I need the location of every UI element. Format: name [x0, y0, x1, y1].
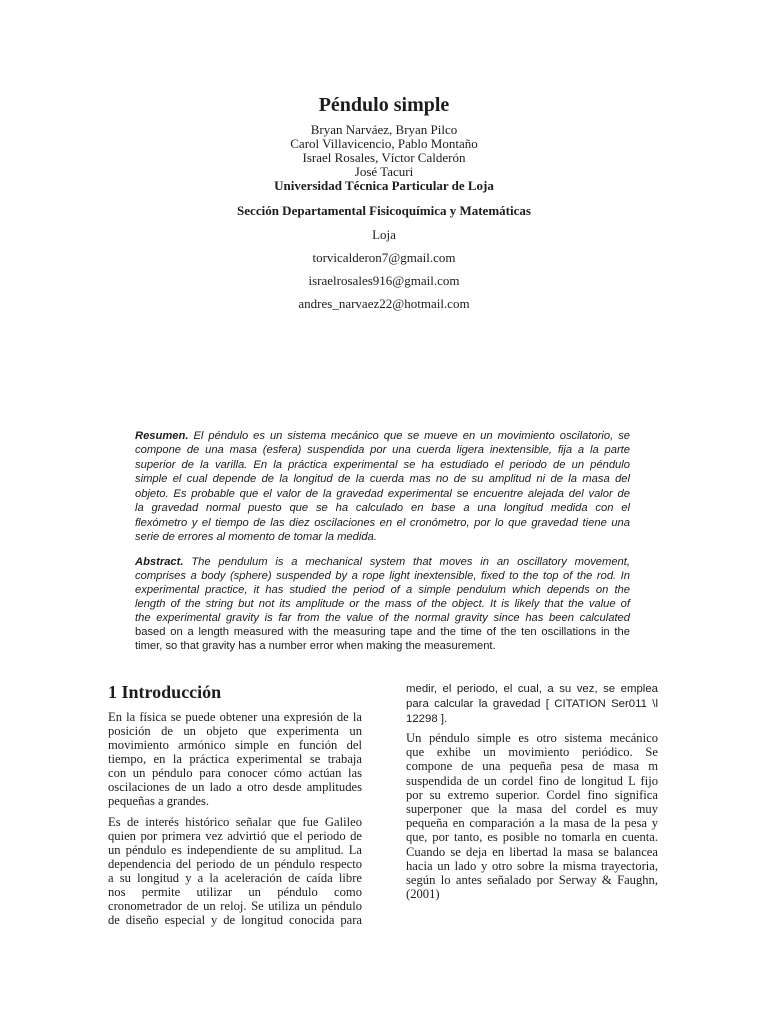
abstract-line: experimental practice, it has studied the period of a simple pendulum which depends on the: [135, 584, 630, 596]
paragraph-line: 12298 ].: [406, 712, 448, 725]
paragraph-line: medir, el periodo, el cual, a su vez, se emplea: [406, 682, 658, 695]
paragraph-line: un péndulo es independiente de su amplitud. La: [108, 843, 362, 857]
resumen-line: simple el cual depende de la longitud de la cuerda mas no de su amplitud ni de la masa del: [135, 473, 630, 486]
abstract-line: comprises a body (sphere) suspended by a rope light inextensible, fixed to the top of the rod. In: [135, 570, 630, 582]
resumen-section: [135, 429, 630, 545]
resumen-line: objeto. Es probable que el valor de la gravedad experimental se encuentre alejada del valor de: [135, 487, 630, 500]
paragraph-line: quien por primera vez advirtió que el periodo de: [108, 829, 362, 843]
abstract-line: [135, 555, 630, 569]
paragraph-line: que, por tanto, es posible no tomarla en cuenta.: [406, 830, 658, 845]
resumen-line: superior de la varilla. En la práctica experimental se ha estudiado el periodo de un péndulo: [135, 458, 630, 471]
intro-paragraph: [406, 731, 658, 901]
paragraph-line: con un péndulo para conocer cómo actúan las: [108, 766, 362, 780]
city: Loja: [372, 226, 396, 242]
resumen-text: El péndulo es un sistema mecánico que se mueve en un movimiento oscilatorio, se: [193, 430, 631, 442]
paragraph-line: tiempo, en la práctica experimental se trabaja: [108, 752, 362, 766]
paragraph-line: Es de interés histórico señalar que fue Galileo: [108, 815, 362, 829]
contact-block: [0, 223, 768, 315]
paragraph-line: Un péndulo simple es otro sistema mecánico: [406, 731, 658, 745]
resumen-line: serie de errores al momento de tomar la medida.: [135, 531, 377, 544]
email: andres_narvaez22@hotmail.com: [298, 295, 470, 311]
paragraph-line: por su extremo superior. Cordel fino significa: [406, 787, 658, 802]
paragraph-line: según lo antes señalado por Serway & Faughn,: [406, 872, 658, 887]
intro-paragraph-continued: [406, 682, 658, 727]
paragraph-line: para calcular la gravedad [ CITATION Ser011 \l: [406, 697, 658, 710]
abstract-label: Abstract.: [135, 556, 184, 568]
paragraph-line: hacia un lado y otro sobre la misma trayectoria,: [406, 858, 658, 873]
email: torvicalderon7@gmail.com: [312, 249, 456, 265]
paragraph-line: posición de un objeto que experimenta un: [108, 724, 362, 738]
paragraph-line: movimiento armónico simple en función del: [108, 738, 362, 752]
paragraph-line: que exhibe un movimiento periódico. Se: [406, 745, 658, 760]
paragraph-line: pequeñas a grandes.: [108, 794, 210, 808]
author-block: [0, 123, 768, 193]
author-line: José Tacuri: [354, 164, 414, 179]
paragraph-line: dependencia del periodo de un péndulo respecto: [108, 857, 362, 871]
paragraph-line: de diseño especial y de longitud conocida para: [108, 913, 362, 927]
intro-paragraph: [108, 710, 362, 808]
author-line: Israel Rosales, Víctor Calderón: [302, 150, 466, 165]
paragraph-line: cronometrador de un reloj. Se utiliza un péndulo: [108, 899, 362, 913]
abstract-section: [135, 555, 630, 653]
author-line: Bryan Narváez, Bryan Pilco: [310, 122, 458, 137]
paragraph-line: (2001): [406, 887, 440, 902]
paragraph-line: oscilaciones de un lado a otro desde amplitudes: [108, 780, 362, 794]
paragraph-line: compone de una pequeña pesa de masa m: [406, 759, 658, 774]
abstract-text: The pendulum is a mechanical system that moves in an oscillatory movement,: [191, 556, 630, 568]
resumen-label: Resumen.: [135, 430, 189, 442]
abstract-line: the experimental gravity is far from the value of the normal gravity since has been calculated: [135, 612, 630, 624]
email: israelrosales916@gmail.com: [308, 272, 460, 288]
paragraph-line: a su longitud y a la aceleración de caída libre: [108, 871, 362, 885]
paragraph-line: Cuando se deja en libertad la masa se balancea: [406, 844, 658, 859]
resumen-line: flexómetro y el tiempo de las diez oscilaciones en el cronómetro, por lo que gravedad tiene una: [135, 516, 630, 529]
university-name: Universidad Técnica Particular de Loja: [274, 178, 494, 193]
paper-title: Péndulo simple: [318, 94, 450, 116]
paragraph-line: suspendida de un cordel fino de longitud L fijo: [406, 773, 658, 788]
resumen-line: compone de una masa (esfera) suspendida por una cuerda ligera inextensible, fija a la parte: [135, 444, 630, 457]
paragraph-line: nos permite utilizar un péndulo como: [108, 885, 362, 899]
abstract-line: timer, so that gravity has a number error when making the measurement.: [135, 640, 496, 652]
paragraph-line: pequeña en comparación a la masa de la pesa y: [406, 816, 658, 831]
abstract-line: based on a length measured with the measuring tape and the time of the ten oscillations in the: [135, 626, 630, 638]
intro-paragraph: [108, 815, 362, 927]
paragraph-line: superponer que la masa del cordel es muy: [406, 801, 658, 816]
resumen-line: la gravedad normal puesto que se ha calculado en base a una longitud medida con el: [135, 502, 630, 515]
resumen-line: [135, 429, 630, 443]
author-line: Carol Villavicencio, Pablo Montaño: [290, 136, 478, 151]
section-heading-introduccion: 1 Introducción: [108, 682, 222, 702]
abstract-line: length of the string but not its amplitude or the mass of the object. It is likely that the value of: [135, 598, 630, 610]
paragraph-line: En la física se puede obtener una expresión de la: [108, 710, 362, 724]
department-name: Sección Departamental Fisicoquímica y Matemáticas: [237, 203, 531, 218]
